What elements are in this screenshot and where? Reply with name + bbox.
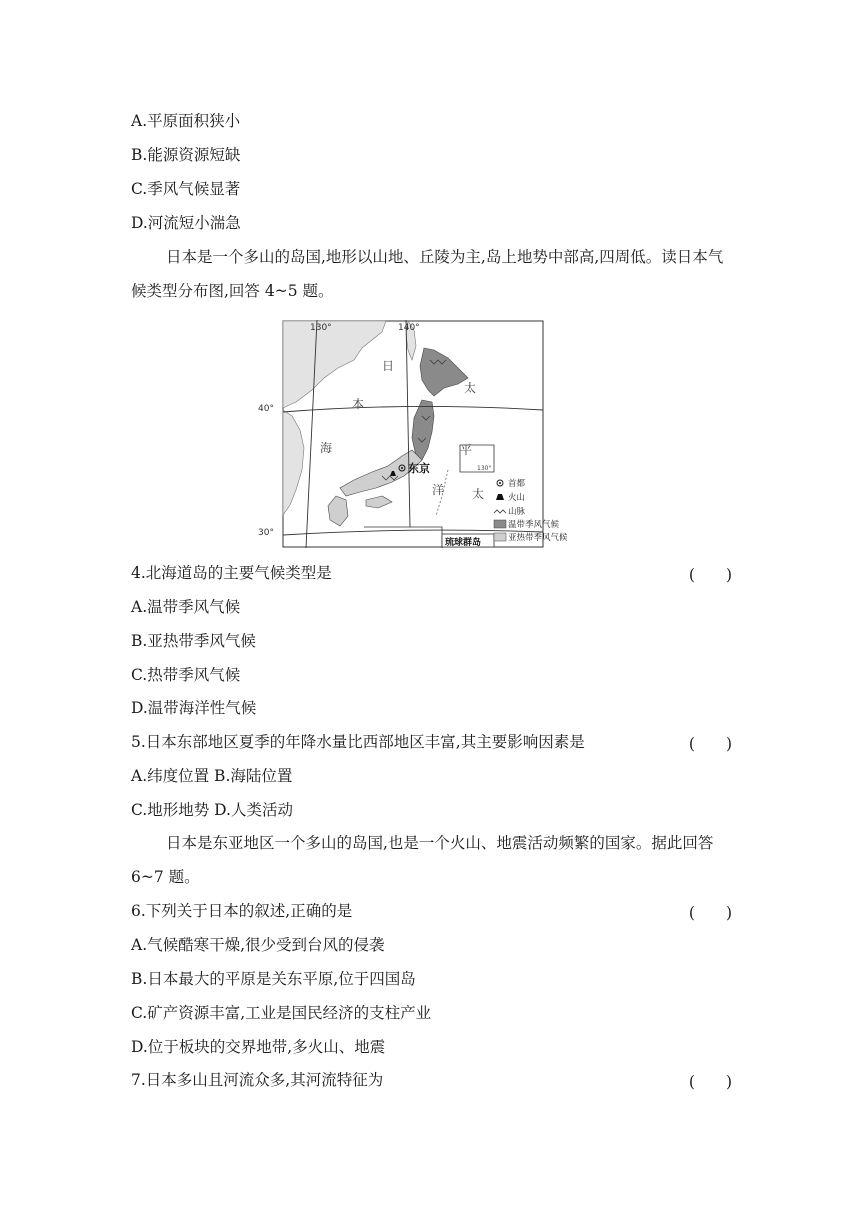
- inset-ocean-char: 太: [472, 487, 485, 501]
- q6-option-a: A.气候酷寒干燥,很少受到台风的侵袭: [131, 936, 385, 954]
- q4-answer-paren: ( ): [688, 566, 732, 584]
- lon-label-140: 140°: [398, 323, 420, 333]
- legend-temperate-swatch: [494, 520, 506, 528]
- q4-option-c: C.热带季风气候: [131, 666, 241, 684]
- q4-option-d: D.温带海洋性气候: [131, 699, 257, 717]
- legend-subtropical: 亚热带季风气候: [508, 533, 568, 543]
- sea-char-1: 日: [382, 359, 395, 373]
- legend-temperate: 温带季风气候: [508, 520, 560, 530]
- q3-option-a: A.平原面积狭小: [131, 112, 241, 130]
- japan-climate-map: [258, 320, 568, 548]
- sea-char-2: 本: [352, 397, 365, 411]
- q6-stem: 6.下列关于日本的叙述,正确的是: [131, 902, 353, 920]
- q5-options-ab: A.纬度位置 B.海陆位置: [131, 767, 293, 785]
- legend-subtropical-swatch: [494, 533, 506, 541]
- intro-paragraph-4-5: 日本是一个多山的岛国,地形以山地、丘陵为主,岛上地势中部高,四周低。读日本气候类型分布图,回答 4~5 题。: [131, 248, 724, 300]
- legend-volcano: 火山: [508, 493, 526, 503]
- q4-option-a: A.温带季风气候: [131, 598, 241, 616]
- ocean-char-1: 太: [464, 381, 477, 395]
- q6-option-d: D.位于板块的交界地带,多火山、地震: [131, 1038, 386, 1056]
- q7-stem: 7.日本多山且河流众多,其河流特征为: [131, 1071, 384, 1089]
- q4-option-b: B.亚热带季风气候: [131, 632, 256, 650]
- lat-label-40: 40°: [258, 404, 274, 414]
- q6-option-c: C.矿产资源丰富,工业是国民经济的支柱产业: [131, 1004, 432, 1022]
- legend-capital: 首都: [508, 479, 526, 489]
- q3-option-c: C.季风气候显著: [131, 180, 241, 198]
- q6-answer-paren: ( ): [688, 904, 732, 922]
- q6-option-b: B.日本最大的平原是关东平原,位于四国岛: [131, 970, 416, 988]
- q4-stem: 4.北海道岛的主要气候类型是: [131, 564, 332, 582]
- ocean-char-2: 平: [460, 443, 473, 457]
- ocean-char-3: 洋: [432, 483, 445, 497]
- q5-answer-paren: ( ): [688, 735, 732, 753]
- intro-paragraph-6-7: 日本是东亚地区一个多山的岛国,也是一个火山、地震活动频繁的国家。据此回答 6~7 题。: [131, 834, 714, 886]
- q5-options-cd: C.地形地势 D.人类活动: [131, 801, 293, 819]
- q5-stem: 5.日本东部地区夏季的年降水量比西部地区丰富,其主要影响因素是: [131, 733, 585, 751]
- q3-option-d: D.河流短小湍急: [131, 214, 241, 232]
- capital-label: 东京: [408, 462, 430, 475]
- inset-corner-label: 130°: [477, 465, 492, 472]
- legend-mountain: 山脉: [508, 507, 526, 517]
- lat-label-30: 30°: [258, 528, 274, 538]
- q3-option-b: B.能源资源短缺: [131, 146, 241, 164]
- lon-label-130: 130°: [310, 323, 332, 333]
- ryukyu-inset-title: 琉球群岛: [445, 538, 482, 548]
- q7-answer-paren: ( ): [688, 1073, 732, 1091]
- sea-char-3: 海: [320, 441, 333, 455]
